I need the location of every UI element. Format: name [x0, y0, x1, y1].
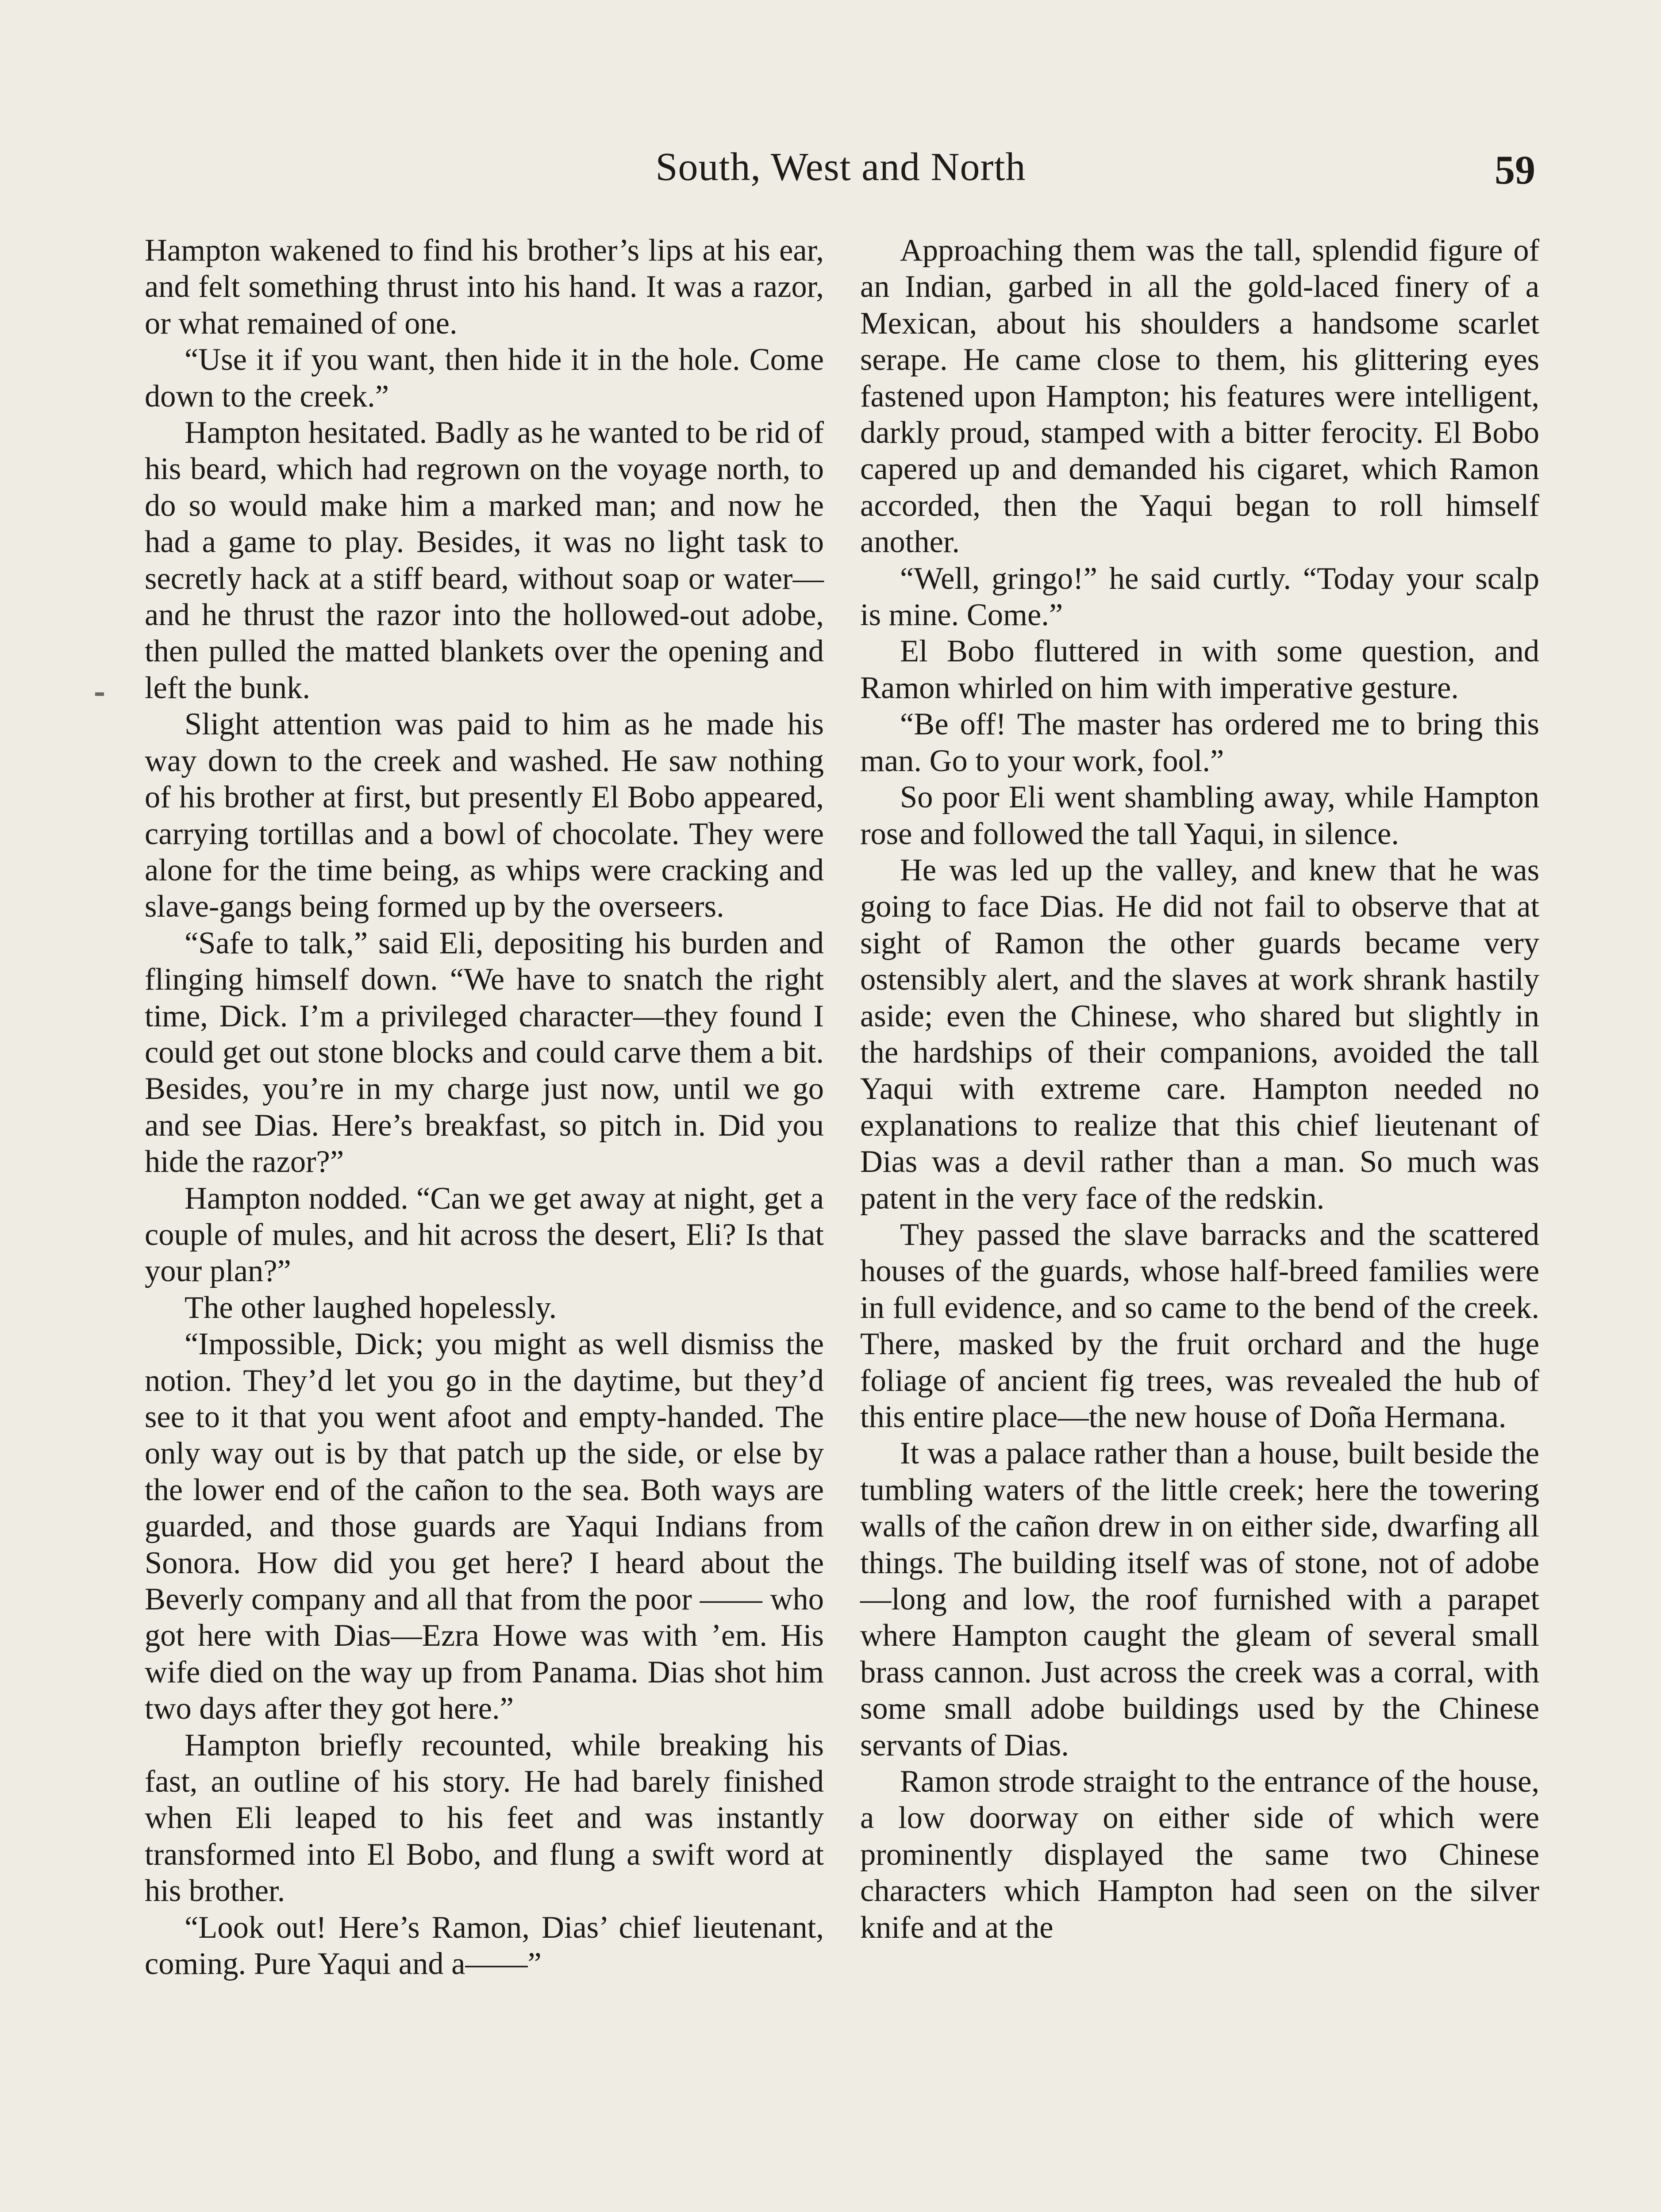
paragraph: El Bobo fluttered in with some question, and Ramon whirled on him with imperative gesture. — [860, 634, 1539, 705]
paragraph: “Safe to talk,” said Eli, depositing his burden and flinging himself down. “We have to snatch the right time, Dick. I’m a privileged character—they found I could get out stone blocks and could carve them a bit. Besides, you’re in my charge just now, until we go and see Dias. Here’s breakfast, so pitch in. Did you hide the razor?” — [145, 926, 824, 1179]
paragraph: Ramon strode straight to the entrance of the house, a low doorway on either side of which were prominently displayed the same two Chinese characters which Hampton had seen on the silver knife and at the — [860, 1764, 1539, 1945]
paragraph: Approaching them was the tall, splendid figure of an Indian, garbed in all the gold-laced finery of a Mexican, about his shoulders a handsome scarlet serape. He came close to them, his glittering eyes fastened upon Hampton; his features were intelligent, darkly proud, stamped with a bitter ferocity. El Bobo capered up and demanded his cigaret, which Ramon accorded, then the Yaqui began to roll himself another. — [860, 233, 1539, 560]
page-header — [146, 141, 1535, 194]
paragraph: It was a palace rather than a house, built beside the tumbling waters of the little creek; here the towering walls of the cañon drew in on either side, dwarfing all things. The building itself was of stone, not of adobe—long and low, the roof furnished with a parapet where Hampton caught the gleam of several small brass cannon. Just across the creek was a corral, with some small adobe buildings used by the Chinese servants of Dias. — [860, 1436, 1539, 1763]
paragraph: They passed the slave barracks and the scattered houses of the guards, whose half-breed families were in full evidence, and so came to the bend of the creek. There, masked by the fruit orchard and the huge foliage of ancient fig trees, was revealed the hub of this entire place—the new house of Doña Hermana. — [860, 1217, 1539, 1434]
paragraph: “Impossible, Dick; you might as well dismiss the notion. They’d let you go in the daytime, but they’d see to it that you went afoot and empty-handed. The only way out is by that patch up the side, or else by the lower end of the cañon to the sea. Both ways are guarded, and those guards are Yaqui Indians from Sonora. How did you get here? I heard about the Beverly company and all that from the poor —— who got here with Dias—Ezra Howe was with ’em. His wife died on the way up from Panama. Dias shot him two days after they got here.” — [145, 1327, 824, 1726]
paragraph: Hampton nodded. “Can we get away at night, get a couple of mules, and hit across the desert, Eli? Is that your plan?” — [145, 1181, 824, 1289]
paragraph: “Well, gringo!” he said curtly. “Today your scalp is mine. Come.” — [860, 561, 1539, 633]
right-column — [860, 232, 1539, 1946]
paragraph: Hampton wakened to find his brother’s lips at his ear, and felt something thrust into his hand. It was a razor, or what remained of one. — [145, 233, 824, 341]
paragraph: So poor Eli went shambling away, while Hampton rose and followed the tall Yaqui, in silence. — [860, 780, 1539, 851]
paragraph: “Look out! Here’s Ramon, Dias’ chief lieutenant, coming. Pure Yaqui and a——” — [145, 1910, 824, 1982]
page-number: 59 — [1495, 147, 1535, 192]
paragraph: “Be off! The master has ordered me to bring this man. Go to your work, fool.” — [860, 707, 1539, 778]
paragraph: He was led up the valley, and knew that he was going to face Dias. He did not fail to observe that at sight of Ramon the other guards became very ostensibly alert, and the slaves at work shrank hastily aside; even the Chinese, who shared but slightly in the hardships of their companions, avoided the tall Yaqui with extreme care. Hampton needed no explanations to realize that this chief lieutenant of Dias was a devil rather than a man. So much was patent in the very face of the redskin. — [860, 853, 1539, 1216]
running-head: South, West and North — [655, 145, 1026, 189]
paragraph: “Use it if you want, then hide it in the hole. Come down to the creek.” — [145, 342, 824, 414]
paragraph: The other laughed hopelessly. — [185, 1290, 557, 1325]
paragraph: Hampton hesitated. Badly as he wanted to be rid of his beard, which had regrown on the voyage north, to do so would make him a marked man; and now he had a game to play. Besides, it was no light task to secretly hack at a stiff beard, without soap or water—and he thrust the razor into the hollowed-out adobe, then pulled the matted blankets over the opening and left the bunk. — [145, 415, 824, 705]
left-column — [145, 232, 824, 1982]
paragraph: Hampton briefly recounted, while breaking his fast, an outline of his story. He had barely finished when Eli leaped to his feet and was instantly transformed into El Bobo, and flung a swift word at his brother. — [145, 1728, 824, 1909]
margin-mark — [95, 692, 104, 696]
paragraph: Slight attention was paid to him as he made his way down to the creek and washed. He saw nothing of his brother at first, but presently El Bobo appeared, carrying tortillas and a bowl of chocolate. They were alone for the time being, as whips were cracking and slave-gangs being formed up by the overseers. — [145, 707, 824, 924]
